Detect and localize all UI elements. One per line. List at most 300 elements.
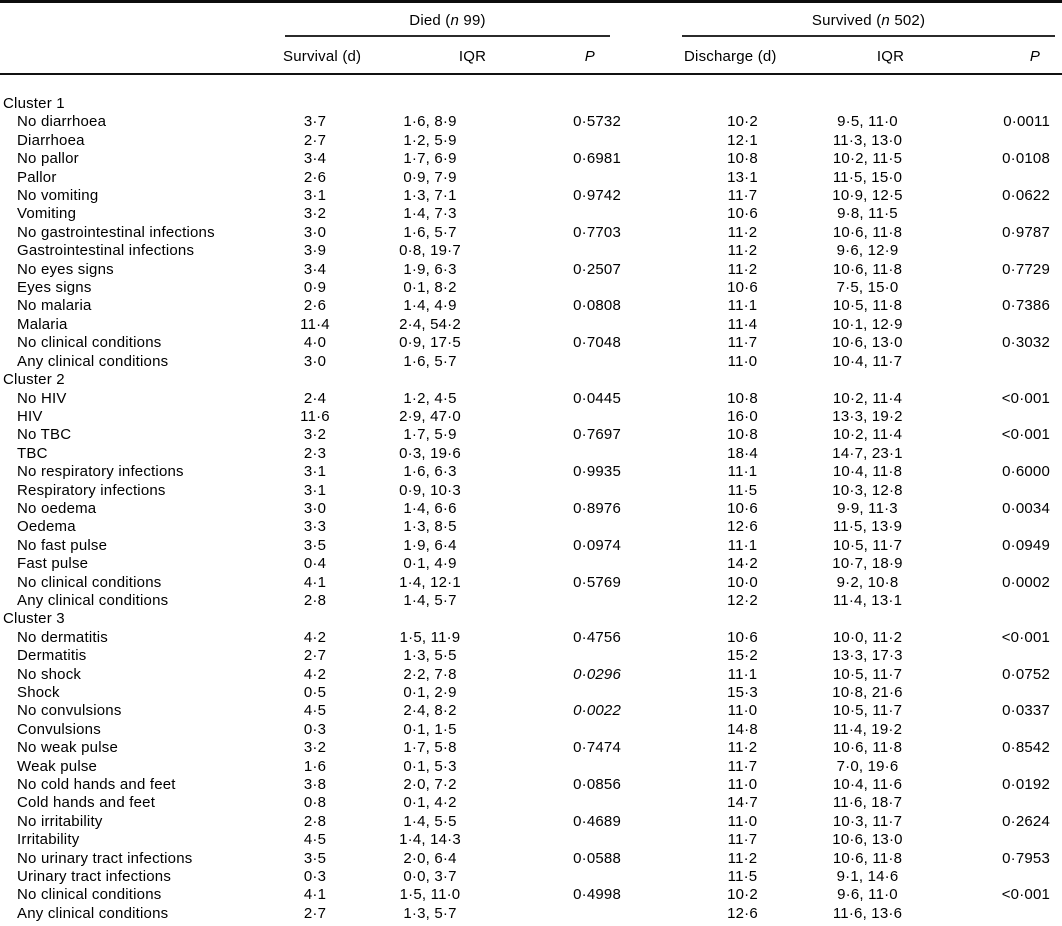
- iqr-survived-value: 10·4, 11·6: [832, 776, 903, 794]
- survival-value: 1·6: [303, 757, 327, 775]
- table-row: [0, 463, 1062, 481]
- survival-value: 0·5: [303, 684, 327, 701]
- gap-cell: [625, 113, 680, 131]
- row-label: Pallor: [17, 168, 57, 186]
- row-label: No vomiting: [17, 187, 99, 205]
- p-died-value: [495, 518, 625, 536]
- discharge-value: 10·8: [727, 426, 758, 444]
- empty-cell: [680, 610, 805, 628]
- row-label: No dermatitis: [17, 628, 108, 646]
- p-died-value: 0·4756: [573, 628, 621, 646]
- row-label: Eyes signs: [17, 279, 92, 297]
- p-survived-value: 0·0949: [1002, 536, 1051, 554]
- discharge-value: 11·1: [727, 665, 758, 683]
- discharge-value: 11·1: [727, 536, 758, 554]
- gap-cell: [625, 187, 680, 205]
- p-survived-value: [930, 169, 1062, 187]
- iqr-survived-value: 13·3, 17·3: [832, 647, 903, 665]
- table-row: [0, 831, 1062, 849]
- discharge-value: 11·5: [727, 481, 758, 499]
- p-died-value: 0·9935: [573, 463, 621, 481]
- iqr-died-value: 1·6, 5·7: [403, 352, 457, 370]
- iqr-survived-value: 11·4, 19·2: [832, 720, 903, 738]
- p-died-value: [495, 353, 625, 371]
- row-label: Gastrointestinal infections: [17, 242, 195, 260]
- iqr-died-value: 2·4, 54·2: [399, 315, 461, 333]
- survival-value: 2·8: [303, 591, 327, 609]
- iqr-survived-value: 9·1, 14·6: [836, 868, 899, 886]
- cluster-label: Cluster 3: [3, 610, 65, 628]
- row-label: No shock: [17, 665, 82, 683]
- survival-value: 3·2: [303, 739, 327, 757]
- column-header-row: [0, 37, 1062, 74]
- gap-cell: [625, 776, 680, 794]
- p-survived-value: 0·3032: [1002, 334, 1051, 352]
- discharge-value: 11·7: [727, 187, 758, 205]
- survival-value: 11·6: [300, 407, 330, 425]
- gap-cell: [625, 279, 680, 297]
- iqr-survived-value: 10·6, 11·8: [832, 739, 903, 757]
- p-died-value: 0·5769: [573, 573, 621, 591]
- gap-cell: [625, 702, 680, 720]
- row-label: Fast pulse: [17, 555, 89, 573]
- p-died-value: [495, 868, 625, 886]
- p-survived-value: [930, 482, 1062, 500]
- column-header-discharge: Discharge (d): [680, 37, 805, 74]
- row-label: No convulsions: [17, 702, 122, 720]
- table-row: [0, 813, 1062, 831]
- p-died-value: 0·0588: [573, 849, 621, 867]
- gap-cell: [625, 426, 680, 444]
- p-survived-value: [930, 353, 1062, 371]
- p-survived-value: 0·7953: [1002, 849, 1051, 867]
- table-row: [0, 150, 1062, 168]
- p-died-value: [495, 721, 625, 739]
- gap-cell: [625, 905, 680, 926]
- p-died-value: 0·2507: [573, 260, 621, 278]
- p-survived-value: 0·7386: [1002, 297, 1051, 315]
- discharge-value: 11·7: [727, 757, 758, 775]
- p-died-value: 0·7474: [573, 739, 621, 757]
- p-died-value: [495, 794, 625, 812]
- p-died-value: 0·0808: [573, 297, 621, 315]
- p-survived-value: [930, 555, 1062, 573]
- iqr-died-value: 2·2, 7·8: [403, 665, 457, 683]
- empty-cell: [930, 371, 1062, 389]
- column-header-iqr-died: IQR: [365, 37, 495, 74]
- p-survived-value: 0·8542: [1002, 739, 1051, 757]
- column-header-survival: Survival (d): [265, 37, 365, 74]
- iqr-survived-value: 13·3, 19·2: [832, 407, 903, 425]
- p-died-value: [495, 279, 625, 297]
- row-label: No HIV: [17, 389, 67, 407]
- table-row: [0, 353, 1062, 371]
- p-died-value: 0·5732: [573, 113, 621, 131]
- discharge-value: 12·6: [727, 518, 758, 536]
- table-row: [0, 261, 1062, 279]
- survival-value: 2·7: [303, 647, 327, 665]
- table-row: [0, 316, 1062, 334]
- gap-cell: [625, 574, 680, 592]
- discharge-value: 10·8: [727, 389, 758, 407]
- survival-value: 0·3: [303, 720, 327, 738]
- gap-cell: [625, 684, 680, 702]
- column-header-iqr-survived: IQR: [805, 37, 930, 74]
- p-survived-value: [930, 445, 1062, 463]
- survival-value: 3·2: [303, 426, 327, 444]
- iqr-survived-value: 10·1, 12·9: [832, 315, 903, 333]
- empty-cell: [805, 610, 930, 628]
- table-row: [0, 297, 1062, 315]
- row-label: Cold hands and feet: [17, 794, 156, 812]
- discharge-value: 10·2: [727, 113, 758, 131]
- discharge-value: 11·2: [727, 849, 758, 867]
- p-died-value: 0·0445: [573, 389, 621, 407]
- survival-value: 2·6: [303, 168, 327, 186]
- p-survived-value: [930, 905, 1062, 926]
- cluster-row: [0, 371, 1062, 389]
- discharge-value: 11·4: [727, 315, 758, 333]
- empty-cell: [265, 371, 365, 389]
- p-died-value: [495, 592, 625, 610]
- survival-value: 3·8: [303, 776, 327, 794]
- discharge-value: 11·7: [727, 831, 758, 849]
- p-died-value: [495, 132, 625, 150]
- discharge-value: 14·8: [727, 720, 758, 738]
- table-row: [0, 279, 1062, 297]
- iqr-survived-value: 10·3, 12·8: [832, 481, 903, 499]
- discharge-value: 10·8: [727, 150, 758, 168]
- p-survived-value: [930, 868, 1062, 886]
- p-died-value: 0·7048: [573, 334, 621, 352]
- discharge-value: 13·1: [727, 168, 758, 186]
- table-row: [0, 776, 1062, 794]
- iqr-survived-value: 10·8, 21·6: [832, 684, 903, 701]
- row-label: No respiratory infections: [17, 463, 184, 481]
- discharge-value: 12·6: [727, 904, 758, 922]
- p-died-value: 0·8976: [573, 499, 621, 517]
- survival-value: 3·2: [303, 205, 327, 223]
- iqr-died-value: 1·4, 4·9: [403, 297, 457, 315]
- table-row: [0, 574, 1062, 592]
- p-survived-value: <0·001: [1001, 886, 1051, 904]
- iqr-died-value: 1·5, 11·0: [399, 886, 461, 904]
- survival-value: 4·1: [303, 886, 327, 904]
- row-label: Shock: [17, 684, 60, 701]
- iqr-survived-value: 10·6, 11·8: [832, 849, 903, 867]
- iqr-survived-value: 11·4, 13·1: [832, 591, 903, 609]
- table-row: [0, 518, 1062, 536]
- row-label: No urinary tract infections: [17, 849, 193, 867]
- iqr-survived-value: 9·2, 10·8: [836, 573, 899, 591]
- gap-cell: [625, 518, 680, 536]
- p-survived-value: 0·2624: [1002, 812, 1051, 830]
- survival-value: 3·0: [303, 223, 327, 241]
- p-survived-value: 0·0752: [1002, 665, 1051, 683]
- iqr-survived-value: 11·5, 15·0: [832, 168, 903, 186]
- p-survived-value: 0·7729: [1002, 260, 1051, 278]
- survival-value: 3·9: [303, 242, 327, 260]
- gap-cell: [625, 794, 680, 812]
- gap-cell: [625, 831, 680, 849]
- p-died-value: 0·0022: [573, 702, 621, 720]
- iqr-died-value: 1·2, 5·9: [403, 131, 457, 149]
- gap-cell: [625, 758, 680, 776]
- table-row: [0, 426, 1062, 444]
- gap-cell: [625, 297, 680, 315]
- p-survived-value: 0·6000: [1002, 463, 1051, 481]
- table-row: [0, 187, 1062, 205]
- empty-cell: [495, 74, 625, 113]
- table-row: [0, 666, 1062, 684]
- p-survived-value: [930, 647, 1062, 665]
- table-row: [0, 482, 1062, 500]
- empty-cell: [680, 74, 805, 113]
- p-died-value: 0·7703: [573, 223, 621, 241]
- table-row: [0, 886, 1062, 904]
- table-row: [0, 132, 1062, 150]
- discharge-value: 15·2: [727, 647, 758, 665]
- group-gap: [625, 2, 680, 38]
- iqr-died-value: 2·0, 6·4: [403, 849, 457, 867]
- iqr-died-value: 0·1, 1·5: [403, 720, 457, 738]
- table-row: [0, 408, 1062, 426]
- column-header-p-died: P: [495, 37, 625, 74]
- empty-cell: [365, 74, 495, 113]
- p-survived-value: [930, 279, 1062, 297]
- p-died-value: [495, 316, 625, 334]
- iqr-survived-value: 10·5, 11·7: [832, 665, 903, 683]
- survival-value: 4·1: [303, 573, 327, 591]
- row-label: No diarrhoea: [17, 113, 107, 131]
- p-survived-value: <0·001: [1001, 628, 1051, 646]
- iqr-survived-value: 14·7, 23·1: [832, 444, 903, 462]
- p-survived-value: 0·9787: [1002, 223, 1051, 241]
- empty-cell: [265, 74, 365, 113]
- row-label: No cold hands and feet: [17, 776, 176, 794]
- iqr-survived-value: 10·3, 11·7: [832, 812, 903, 830]
- survival-value: 2·7: [303, 131, 327, 149]
- iqr-survived-value: 11·6, 13·6: [832, 904, 903, 922]
- table-row: [0, 555, 1062, 573]
- p-survived-value: 0·0034: [1002, 499, 1051, 517]
- empty-cell: [805, 371, 930, 389]
- discharge-value: 15·3: [727, 684, 758, 701]
- died-group-header: [265, 2, 625, 38]
- row-label: Respiratory infections: [17, 481, 166, 499]
- row-label: Irritability: [17, 831, 80, 849]
- iqr-died-value: 1·3, 8·5: [403, 518, 457, 536]
- discharge-value: 11·7: [727, 334, 758, 352]
- table-row: [0, 905, 1062, 926]
- gap-cell: [625, 463, 680, 481]
- survival-value: 3·4: [303, 260, 327, 278]
- row-label: Any clinical conditions: [17, 352, 169, 370]
- survival-value: 2·3: [303, 444, 327, 462]
- discharge-value: 11·1: [727, 463, 758, 481]
- p-died-value: 0·4998: [573, 886, 621, 904]
- p-died-value: [495, 445, 625, 463]
- p-died-value: [495, 905, 625, 926]
- table-row: [0, 758, 1062, 776]
- table-row: [0, 629, 1062, 647]
- row-label: No oedema: [17, 499, 97, 517]
- empty-cell: [265, 610, 365, 628]
- p-survived-value: 0·0192: [1002, 776, 1051, 794]
- survival-value: 2·8: [303, 812, 327, 830]
- iqr-survived-value: 10·2, 11·4: [832, 389, 903, 407]
- row-label: TBC: [17, 444, 48, 462]
- row-label: No clinical conditions: [17, 886, 162, 904]
- iqr-survived-value: 11·3, 13·0: [832, 131, 903, 149]
- iqr-survived-value: 10·7, 18·9: [832, 555, 903, 573]
- iqr-survived-value: 9·8, 11·5: [837, 205, 898, 223]
- iqr-died-value: 1·9, 6·3: [403, 260, 457, 278]
- discharge-value: 10·0: [727, 573, 758, 591]
- p-died-value: [495, 242, 625, 260]
- survival-value: 3·4: [303, 150, 327, 168]
- survival-value: 0·3: [303, 868, 327, 886]
- p-died-value: [495, 408, 625, 426]
- empty-cell: [625, 371, 680, 389]
- survival-value: 3·3: [303, 518, 327, 536]
- table-row: [0, 224, 1062, 242]
- survival-value: 0·9: [303, 279, 327, 297]
- stub-header: [0, 2, 265, 38]
- iqr-died-value: 0·9, 17·5: [399, 334, 461, 352]
- p-died-value: [495, 684, 625, 702]
- iqr-died-value: 1·3, 7·1: [403, 187, 457, 205]
- iqr-died-value: 1·3, 5·7: [403, 904, 457, 922]
- row-label: Any clinical conditions: [17, 904, 169, 922]
- discharge-value: 11·2: [727, 739, 758, 757]
- table-row: [0, 850, 1062, 868]
- discharge-value: 14·7: [727, 794, 758, 812]
- p-died-value: [495, 555, 625, 573]
- stub-header-2: [0, 37, 265, 74]
- survival-value: 4·0: [303, 334, 327, 352]
- survived-group-n: n: [881, 12, 890, 29]
- row-label: Dermatitis: [17, 647, 87, 665]
- iqr-died-value: 0·1, 8·2: [403, 279, 457, 297]
- p-died-value: [495, 482, 625, 500]
- iqr-survived-value: 10·0, 11·2: [832, 628, 903, 646]
- gap-cell: [625, 150, 680, 168]
- iqr-died-value: 0·0, 3·7: [403, 868, 457, 886]
- row-label: Any clinical conditions: [17, 591, 169, 609]
- discharge-value: 14·2: [727, 555, 758, 573]
- p-survived-value: 0·0622: [1002, 187, 1051, 205]
- iqr-died-value: 1·3, 5·5: [403, 647, 457, 665]
- iqr-died-value: 1·4, 6·6: [403, 499, 457, 517]
- gap-cell: [625, 353, 680, 371]
- p-survived-value: [930, 242, 1062, 260]
- p-survived-value: [930, 518, 1062, 536]
- iqr-died-value: 1·4, 5·7: [403, 591, 457, 609]
- died-group-n: n: [450, 12, 460, 29]
- discharge-value: 10·6: [727, 628, 758, 646]
- p-survived-value: [930, 316, 1062, 334]
- gap-cell: [625, 224, 680, 242]
- table-row: [0, 113, 1062, 131]
- gap-cell: [625, 629, 680, 647]
- iqr-died-value: 0·3, 19·6: [399, 444, 461, 462]
- row-label: No weak pulse: [17, 739, 118, 757]
- gap-cell: [625, 169, 680, 187]
- iqr-survived-value: 10·6, 11·8: [832, 260, 903, 278]
- row-label: Weak pulse: [17, 757, 98, 775]
- p-survived-value: [930, 132, 1062, 150]
- table-row: [0, 334, 1062, 352]
- p-died-value: 0·0974: [573, 536, 621, 554]
- p-survived-value: [930, 684, 1062, 702]
- row-label: No clinical conditions: [17, 334, 162, 352]
- row-label: Urinary tract infections: [17, 868, 172, 886]
- iqr-survived-value: 7·0, 19·6: [836, 757, 899, 775]
- iqr-survived-value: 10·4, 11·8: [832, 463, 903, 481]
- table-row: [0, 445, 1062, 463]
- discharge-value: 11·5: [727, 868, 758, 886]
- table-row: [0, 721, 1062, 739]
- died-group-count: 99): [459, 12, 486, 29]
- empty-cell: [625, 74, 680, 113]
- gap-cell: [625, 445, 680, 463]
- discharge-value: 10·6: [727, 205, 758, 223]
- discharge-value: 16·0: [727, 407, 758, 425]
- iqr-died-value: 1·4, 5·5: [403, 812, 457, 830]
- iqr-survived-value: 10·2, 11·5: [832, 150, 903, 168]
- survival-value: 3·1: [303, 481, 327, 499]
- survival-value: 3·1: [303, 463, 327, 481]
- table-row: [0, 242, 1062, 260]
- empty-cell: [625, 610, 680, 628]
- iqr-survived-value: 10·6, 11·8: [832, 223, 903, 241]
- p-survived-value: 0·0011: [1003, 113, 1051, 131]
- iqr-died-value: 1·5, 11·9: [399, 628, 461, 646]
- table-row: [0, 868, 1062, 886]
- discharge-value: 10·6: [727, 499, 758, 517]
- survival-value: 3·1: [303, 187, 327, 205]
- p-survived-value: <0·001: [1001, 426, 1051, 444]
- p-died-value: [495, 205, 625, 223]
- empty-cell: [365, 610, 495, 628]
- table-row: [0, 647, 1062, 665]
- cluster-row: [0, 610, 1062, 628]
- discharge-value: 10·2: [727, 886, 758, 904]
- empty-cell: [365, 371, 495, 389]
- table-row: [0, 169, 1062, 187]
- group-header-row: [0, 2, 1062, 38]
- p-survived-value: [930, 794, 1062, 812]
- gap-cell: [625, 647, 680, 665]
- table-row: [0, 390, 1062, 408]
- row-label: No TBC: [17, 426, 72, 444]
- survival-value: 3·5: [303, 849, 327, 867]
- survival-value: 4·5: [303, 831, 327, 849]
- table-row: [0, 794, 1062, 812]
- iqr-died-value: 1·9, 6·4: [403, 536, 457, 554]
- table-row: [0, 739, 1062, 757]
- gap-cell: [625, 316, 680, 334]
- gap-cell: [625, 886, 680, 904]
- iqr-died-value: 2·9, 47·0: [399, 407, 461, 425]
- gap-cell: [625, 537, 680, 555]
- row-label: Oedema: [17, 518, 76, 536]
- gap-cell: [625, 132, 680, 150]
- p-died-value: 0·7697: [573, 426, 621, 444]
- gap-cell: [625, 482, 680, 500]
- empty-cell: [805, 74, 930, 113]
